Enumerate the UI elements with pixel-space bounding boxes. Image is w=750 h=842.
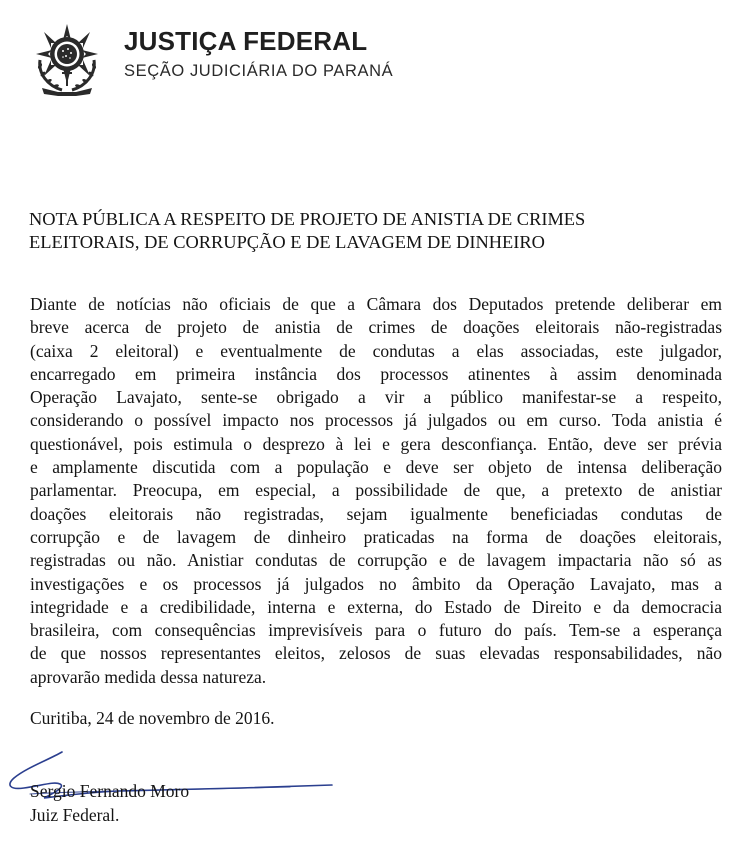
place-date: Curitiba, 24 de novembro de 2016. [30,708,275,728]
body-line: e amplamente discutida com a população e deve ser objeto de intensa deliberação [30,457,722,478]
body-line: Diante de notícias não oficiais de que a Câmara dos Deputados pretende deliberar em [30,294,722,314]
body-line: corrupção e de lavagem de dinheiro praticadas na forma de doações eleitorais, [30,526,722,547]
body-line: Operação Lavajato, sente-se obrigado a vir a público manifestar-se a respeito, [30,387,722,408]
body-line: aprovarão medida dessa natureza. [30,666,267,687]
signer-role: Juiz Federal. [30,805,120,825]
brazil-coat-of-arms-icon [28,22,106,98]
body-line: questionável, pois estimula o desprezo à lei e gera desconfiança. Então, deve ser prévia [30,433,722,454]
body-line: de que nossos representantes eleitos, zelosos de suas elevadas responsabilidades, não [30,643,722,664]
body-line: encarregado em primeira instância dos processos atinentes à assim denominada [30,363,722,384]
body-line: registradas ou não. Anistiar condutas de corrupção e de lavagem impactaria não só as [30,550,722,571]
body-line: breve acerca de projeto de anistia de crimes de doações eleitorais não-registradas [30,317,722,338]
org-section: SEÇÃO JUDICIÁRIA DO PARANÁ [124,62,394,80]
body-line: considerando o possível impacto nos processos já julgados ou em curso. Toda anistia é [30,410,722,431]
note-title-line: ELEITORAIS, DE CORRUPÇÃO E DE LAVAGEM DE DINHEIRO [29,232,545,252]
note-title-line: NOTA PÚBLICA A RESPEITO DE PROJETO DE ANISTIA DE CRIMES [29,209,586,229]
letterhead [28,22,528,102]
body-line: doações eleitorais não registradas, sejam igualmente beneficiadas condutas de [30,503,722,524]
org-name: JUSTIÇA FEDERAL [124,26,368,56]
note-body [30,293,722,689]
note-title [29,208,709,254]
signer-name: Sergio Fernando Moro [30,781,190,801]
body-line: parlamentar. Preocupa, em especial, a possibilidade de que, a pretexto de anistiar [30,480,722,501]
body-line: integridade e a credibilidade, interna e externa, do Estado de Direito e da democracia [30,596,722,617]
body-line: investigações e os processos já julgados no âmbito da Operação Lavajato, mas a [30,573,722,594]
body-line: (caixa 2 eleitoral) e eventualmente de condutas a elas associadas, este julgador, [30,340,722,361]
body-line: brasileira, com consequências imprevisíveis para o futuro do país. Tem-se a esperança [30,620,722,641]
